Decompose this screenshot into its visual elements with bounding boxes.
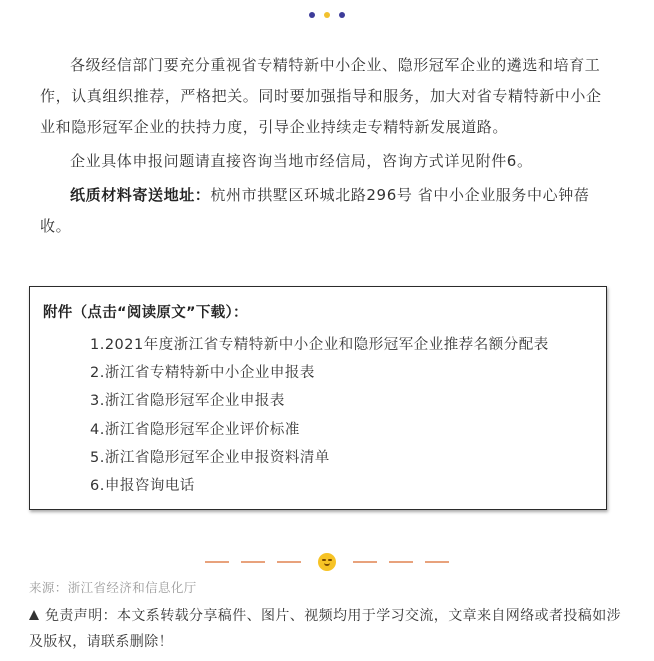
dot-yellow-center	[324, 12, 330, 18]
mailing-address-text: 杭州市拱墅区环城北路296号 省中小企业服务中心钟蓓收。	[40, 186, 590, 235]
divider-dash	[425, 561, 449, 563]
divider-dash	[277, 561, 301, 563]
mailing-address-label: 纸质材料寄送地址：	[70, 186, 211, 204]
source-line: 来源：浙江省经济和信息化厅	[29, 580, 197, 595]
paragraph-3	[40, 180, 608, 242]
dot-blue-right	[339, 12, 345, 18]
divider-dash	[241, 561, 265, 563]
attachment-item-4[interactable]: 4.浙江省隐形冠军企业评价标准	[90, 421, 300, 438]
attachments-list	[90, 331, 606, 500]
paragraph-2	[40, 146, 608, 177]
paragraph-1-text: 各级经信部门要充分重视省专精特新中小企业、隐形冠军企业的遴选和培育工作，认真组织推荐，严格把关。同时要加强指导和服务，加大对省专精特新中小企业和隐形冠军企业的扶持力度，引导企业持续走专精特新发展道路。	[40, 56, 602, 136]
divider-dash	[205, 561, 229, 563]
attachment-item-6[interactable]: 6.申报咨询电话	[90, 478, 195, 495]
triangle-up-icon	[29, 610, 39, 620]
attachment-item-1[interactable]: 1.2021年度浙江省专精特新中小企业和隐形冠军企业推荐名额分配表	[90, 337, 549, 353]
attachment-item-2[interactable]: 2.浙江省专精特新中小企业申报表	[90, 365, 315, 382]
divider-dash	[353, 561, 377, 563]
disclaimer-text: 免责声明：本文系转载分享稿件、图片、视频均用于学习交流，文章来自网络或者投稿如涉及版权，请联系删除！	[29, 608, 621, 650]
attachments-box	[29, 286, 607, 510]
attachments-title: 附件（点击“阅读原文”下载）：	[43, 305, 248, 321]
smiling-face-icon	[318, 553, 336, 571]
divider-dash	[389, 561, 413, 563]
paragraph-2-text: 企业具体申报问题请直接咨询当地市经信局，咨询方式详见附件6。	[70, 152, 533, 170]
attachment-item-5[interactable]: 5.浙江省隐形冠军企业申报资料清单	[90, 449, 330, 466]
article-body	[40, 50, 608, 242]
disclaimer	[29, 603, 621, 655]
header-dots	[0, 12, 654, 18]
section-divider	[0, 553, 654, 571]
dot-blue-left	[309, 12, 315, 18]
paragraph-1	[40, 50, 608, 143]
attachment-item-3[interactable]: 3.浙江省隐形冠军企业申报表	[90, 393, 285, 410]
